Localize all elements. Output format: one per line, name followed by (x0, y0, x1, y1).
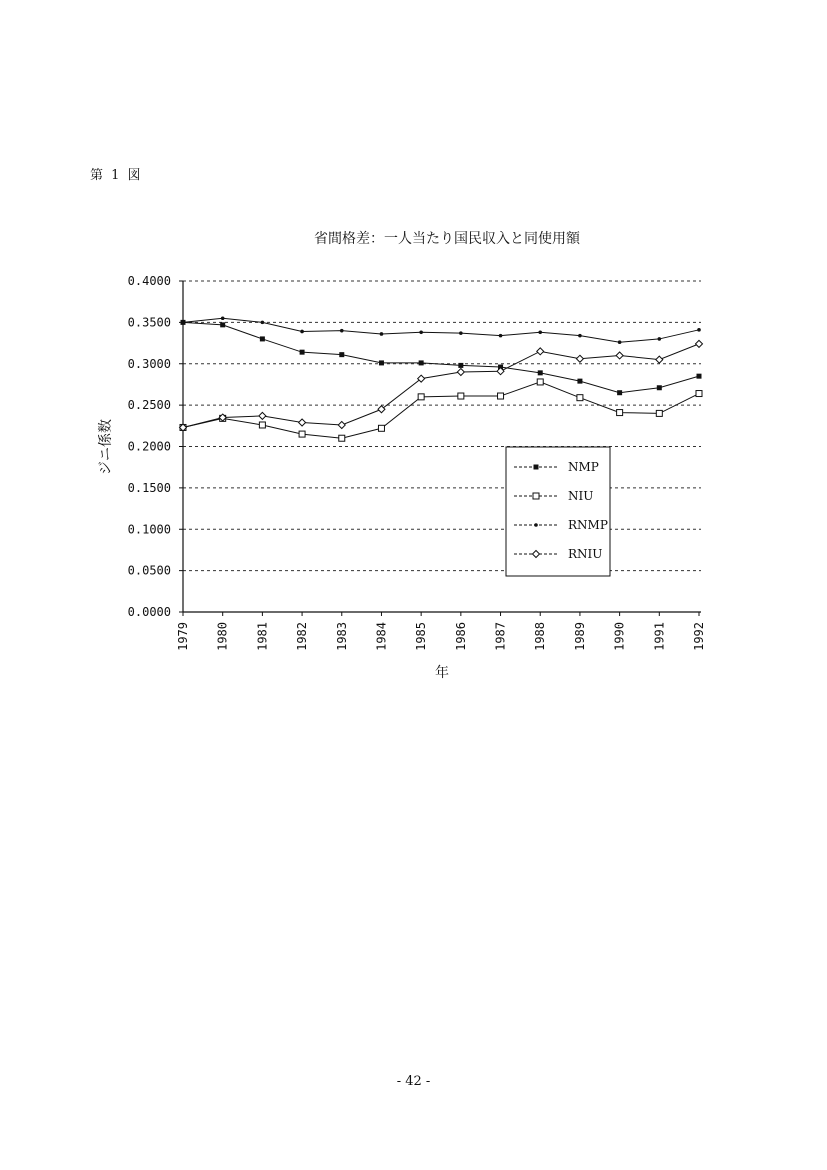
x-tick-label: 1981 (255, 622, 270, 651)
data-point (220, 322, 225, 327)
data-point (697, 328, 701, 332)
data-point (537, 379, 543, 385)
y-tick-label: 0.4000 (127, 274, 171, 288)
legend (506, 447, 610, 576)
x-tick-label: 1991 (652, 622, 667, 651)
page-number: - 42 - (396, 1074, 431, 1089)
x-tick-label: 1990 (612, 622, 627, 651)
y-tick-labels (128, 274, 171, 619)
series-rniu (180, 340, 703, 431)
data-point (379, 360, 384, 365)
data-point (538, 370, 543, 375)
data-point (657, 385, 662, 390)
data-point (458, 363, 463, 368)
series-niu (180, 379, 702, 441)
y-tick-label: 0.0500 (127, 563, 171, 578)
data-point (300, 350, 305, 355)
data-point (656, 410, 662, 416)
y-tick-label: 0.0000 (127, 605, 171, 619)
data-point (299, 419, 306, 426)
data-point (380, 332, 384, 336)
x-tick-label: 1980 (215, 622, 230, 651)
chart-title: 省間格差：一人当たり国民収入と同使用額 (314, 231, 580, 247)
y-tick-label: 0.3500 (127, 315, 171, 330)
figure-label: 第 1 図 (90, 168, 143, 183)
x-tick-label: 1989 (572, 622, 587, 651)
x-tick-label: 1979 (176, 622, 190, 651)
y-tick-label: 0.1000 (127, 522, 171, 537)
y-tick-label: 0.2500 (127, 398, 171, 413)
x-tick-label: 1985 (414, 622, 429, 651)
data-point (656, 356, 663, 363)
data-point (339, 352, 344, 357)
data-point (340, 329, 344, 333)
data-point (577, 379, 582, 384)
data-point (260, 336, 265, 341)
series-rnmp (181, 316, 701, 344)
data-point (221, 316, 225, 320)
data-point (618, 340, 622, 344)
data-point (338, 421, 345, 428)
data-point (458, 393, 464, 399)
data-point (300, 330, 304, 334)
data-point (533, 493, 539, 499)
data-point (696, 340, 703, 347)
data-point (419, 331, 423, 335)
data-point (538, 331, 542, 335)
data-point (457, 369, 464, 376)
x-tick-labels (176, 622, 706, 651)
x-tick-label: 1987 (493, 622, 508, 651)
y-tick-label: 0.1500 (127, 480, 171, 495)
data-point (617, 390, 622, 395)
data-point (339, 435, 345, 441)
x-tick-label: 1982 (295, 622, 310, 651)
data-point (616, 352, 623, 359)
x-axis-label: 年 (435, 665, 449, 681)
legend-label: RNIU (568, 547, 603, 561)
x-tick-label: 1983 (334, 622, 349, 651)
data-point (537, 348, 544, 355)
y-axis-label: ジニ係数 (98, 419, 114, 475)
data-point (419, 360, 424, 365)
data-point (378, 425, 384, 431)
x-tick-label: 1988 (533, 622, 548, 651)
data-point (499, 334, 503, 338)
data-point (696, 391, 702, 397)
data-point (261, 321, 265, 325)
data-point (534, 465, 539, 470)
x-tick-label: 1984 (374, 622, 389, 651)
data-series (180, 316, 703, 441)
data-point (299, 431, 305, 437)
data-point (577, 395, 583, 401)
x-tick-label: 1992 (692, 622, 706, 651)
data-point (181, 321, 185, 325)
data-point (259, 412, 266, 419)
axes (179, 281, 701, 616)
data-point (498, 393, 504, 399)
legend-label: RNMP (568, 518, 608, 532)
data-point (658, 337, 662, 341)
data-point (697, 374, 702, 379)
series-nmp (181, 320, 702, 395)
x-tick-label: 1986 (453, 622, 468, 651)
legend-label: NMP (568, 460, 599, 474)
y-tick-label: 0.3000 (127, 356, 171, 371)
data-point (459, 331, 463, 335)
data-point (418, 394, 424, 400)
data-point (259, 422, 265, 428)
y-tick-label: 0.2000 (127, 439, 171, 454)
data-point (617, 410, 623, 416)
legend-label: NIU (568, 489, 594, 503)
data-point (534, 523, 538, 527)
data-point (578, 334, 582, 338)
data-point (576, 355, 583, 362)
